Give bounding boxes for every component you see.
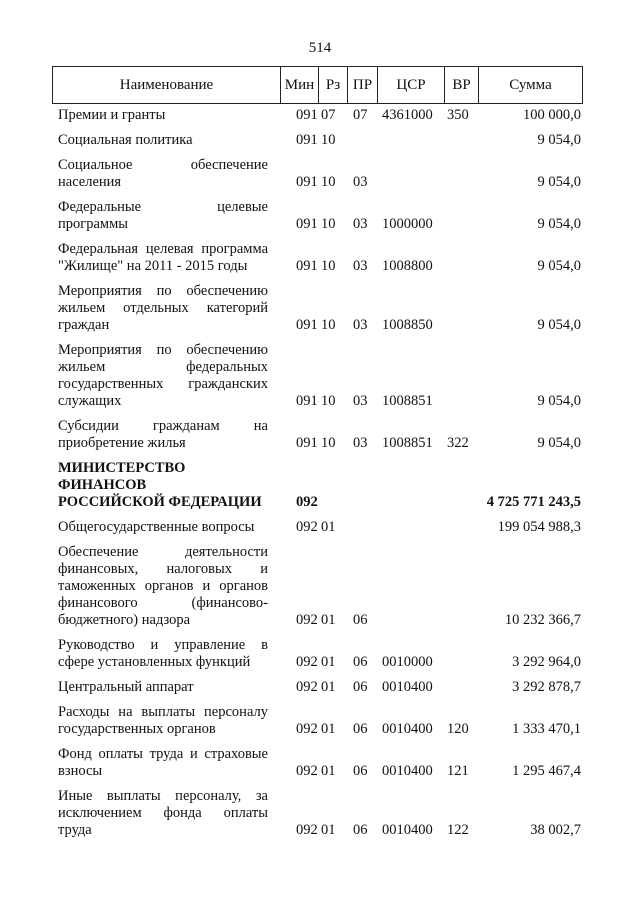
row-min: 092 [296,654,318,670]
row-name-line: Субсидии гражданам на [58,418,268,434]
row-name [52,107,268,124]
row-rz: 01 [321,763,336,779]
row-pr: 03 [353,174,368,190]
row-name-line: программы [58,216,128,232]
row-rz: 01 [321,612,336,628]
table-row [52,460,583,511]
row-name [52,241,268,275]
row-csr: 0010400 [382,763,433,779]
row-sum: 38 002,7 [530,822,581,838]
row-name-line: жильем отдельных категорий [58,300,268,316]
row-pr: 03 [353,435,368,451]
table-row [52,199,583,233]
row-name [52,746,268,780]
table-row [52,704,583,738]
row-rz: 10 [321,174,336,190]
row-name-line: Фонд оплаты труда и страховые [58,746,268,762]
row-name-line: Федеральные целевые [58,199,268,215]
table-row [52,788,583,839]
row-pr: 06 [353,721,368,737]
row-name-line: Руководство и управление в [58,637,268,653]
row-name-line: "Жилище" на 2011 - 2015 годы [58,258,248,274]
row-sum: 4 725 771 243,5 [486,494,581,510]
table-row [52,107,583,124]
row-sum: 3 292 878,7 [512,679,581,695]
row-name-line: МИНИСТЕРСТВО ФИНАНСОВ [58,460,186,493]
row-rz: 10 [321,317,336,333]
header-name: Наименование [53,67,281,103]
row-name-line: бюджетного) надзора [58,612,191,628]
row-name-line: государственных гражданских [58,376,268,392]
table-row [52,637,583,671]
row-name-line: Социальное обеспечение [58,157,268,173]
row-sum: 9 054,0 [537,132,581,148]
row-name-line: РОССИЙСКОЙ ФЕДЕРАЦИИ [58,494,262,510]
row-name [52,704,268,738]
row-name-line: взносы [58,763,103,779]
row-pr: 06 [353,612,368,628]
row-sum: 1 333 470,1 [512,721,581,737]
row-min: 092 [296,763,318,779]
row-csr: 0010400 [382,822,433,838]
row-min: 091 [296,393,318,409]
row-min: 092 [296,721,318,737]
row-min: 092 [296,822,318,838]
row-name [52,283,268,334]
row-sum: 9 054,0 [537,258,581,274]
table-body [52,107,583,847]
row-csr: 1000000 [382,216,433,232]
row-pr: 03 [353,258,368,274]
row-rz: 10 [321,393,336,409]
row-pr: 07 [353,107,368,123]
row-sum: 3 292 964,0 [512,654,581,670]
row-rz: 01 [321,654,336,670]
row-name [52,519,268,536]
row-sum: 10 232 366,7 [504,612,581,628]
header-sum: Сумма [509,76,552,93]
row-name [52,788,268,839]
row-sum: 9 054,0 [537,435,581,451]
row-min: 092 [296,679,318,695]
row-sum: 100 000,0 [523,107,581,123]
row-name-line: Иные выплаты персоналу, за [58,788,268,804]
row-vr: 322 [447,435,469,451]
row-name-line: населения [58,174,122,190]
row-csr: 1008851 [382,435,433,451]
row-rz: 10 [321,216,336,232]
header-vr: ВР [445,67,479,103]
row-name-line: Мероприятия по обеспечению [58,342,268,358]
row-csr: 1008851 [382,393,433,409]
row-min: 091 [296,132,318,148]
row-rz: 10 [321,132,336,148]
row-rz: 01 [321,721,336,737]
table-row [52,519,583,536]
row-name-line: Расходы на выплаты персоналу [58,704,268,720]
row-name [52,679,268,696]
row-sum: 9 054,0 [537,216,581,232]
row-name-line: Общегосударственные вопросы [58,519,255,535]
row-pr: 06 [353,822,368,838]
row-pr: 03 [353,393,368,409]
row-vr: 350 [447,107,469,123]
row-min: 091 [296,107,318,123]
row-name-line: Обеспечение деятельности [58,544,268,560]
row-csr: 0010400 [382,679,433,695]
header-min: Мин [281,67,319,103]
header-pr: ПР [348,67,378,103]
row-name-line: финансового (финансово- [58,595,268,611]
row-pr: 06 [353,654,368,670]
row-sum: 199 054 988,3 [497,519,581,535]
table-header [52,66,583,104]
row-name-line: жильем федеральных [58,359,268,375]
table-row [52,241,583,275]
row-name-line: труда [58,822,92,838]
row-name [52,544,268,629]
table-row [52,418,583,452]
row-name-line: сфере установленных функций [58,654,251,670]
row-name-line: таможенных органов и органов [58,578,268,594]
row-rz: 01 [321,822,336,838]
table-row [52,746,583,780]
row-name [52,199,268,233]
row-min: 092 [296,612,318,628]
row-min: 091 [296,258,318,274]
row-name [52,132,268,149]
row-sum: 9 054,0 [537,317,581,333]
table-row [52,283,583,334]
row-name-line: служащих [58,393,122,409]
row-min: 092 [296,519,318,535]
row-csr: 0010400 [382,721,433,737]
row-vr: 120 [447,721,469,737]
row-rz: 01 [321,519,336,535]
table-row [52,157,583,191]
row-name-line: Социальная политика [58,132,193,148]
row-sum: 9 054,0 [537,174,581,190]
row-rz: 10 [321,258,336,274]
row-name-line: Мероприятия по обеспечению [58,283,268,299]
row-name [52,637,268,671]
row-name-line: Премии и гранты [58,107,166,123]
row-sum: 9 054,0 [537,393,581,409]
table-row [52,342,583,410]
row-csr: 1008800 [382,258,433,274]
row-min: 091 [296,216,318,232]
header-rz: Рз [319,67,348,103]
row-name-line: финансовых, налоговых и [58,561,268,577]
row-pr: 06 [353,763,368,779]
row-vr: 122 [447,822,469,838]
row-name-line: Центральный аппарат [58,679,194,695]
page-number: 514 [308,40,332,56]
table-row [52,679,583,696]
row-name-line: исключением фонда оплаты [58,805,268,821]
row-name-line: Федеральная целевая программа [58,241,268,257]
row-name-line: приобретение жилья [58,435,186,451]
table-row [52,544,583,629]
row-pr: 03 [353,317,368,333]
row-rz: 07 [321,107,336,123]
row-pr: 03 [353,216,368,232]
header-csr: ЦСР [378,67,445,103]
row-name-line: государственных органов [58,721,216,737]
row-min: 091 [296,435,318,451]
row-csr: 4361000 [382,107,433,123]
row-min: 091 [296,174,318,190]
row-name [52,157,268,191]
row-min: 091 [296,317,318,333]
row-name [52,418,268,452]
row-min: 092 [296,494,318,510]
row-pr: 06 [353,679,368,695]
row-csr: 0010000 [382,654,433,670]
row-name-line: граждан [58,317,110,333]
row-name [52,460,268,511]
row-name [52,342,268,410]
table-row [52,132,583,149]
row-rz: 01 [321,679,336,695]
row-rz: 10 [321,435,336,451]
row-csr: 1008850 [382,317,433,333]
row-sum: 1 295 467,4 [512,763,581,779]
row-vr: 121 [447,763,469,779]
